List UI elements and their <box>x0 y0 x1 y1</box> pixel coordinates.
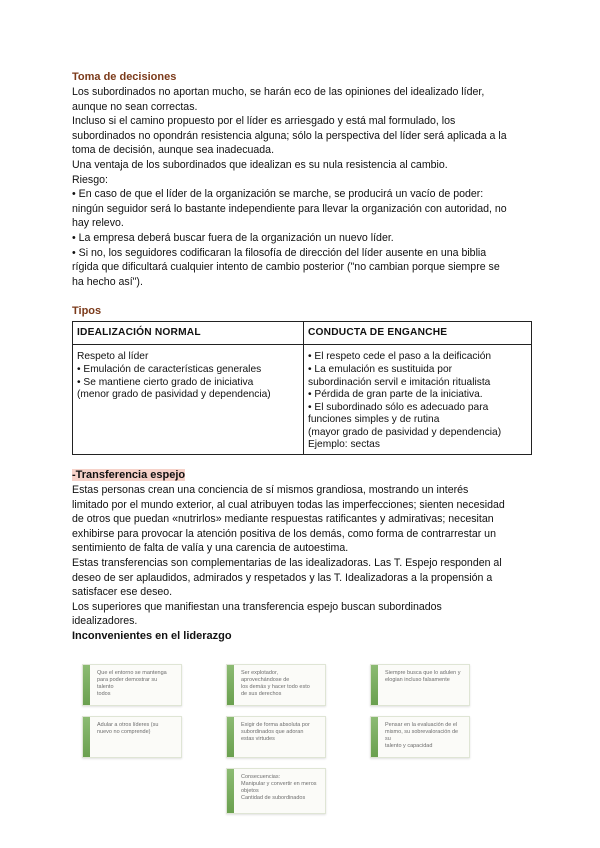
diagram-card <box>226 768 326 814</box>
card-text: Que el entorno se mantenga <box>97 670 167 676</box>
table-header-row <box>73 322 532 345</box>
card-text: Exigir de forma absoluta por <box>241 722 310 728</box>
card-text: Siempre busca que lo adulen y <box>385 670 461 676</box>
paragraph-line: exhibirse para provocar la atención positiva de los demás, como forma de contrarrestar un <box>72 527 496 540</box>
cell-line: • Pérdida de gran parte de la iniciativa. <box>308 389 483 401</box>
paragraph-line: ningún seguidor será lo bastante independiente para llevar la organización con autoridad, no <box>72 202 507 215</box>
card-text: Manipular y convertir en meros <box>241 781 317 787</box>
paragraph-line: de otros que puedan «nutrirlos» mediante respuestas ratificantes y admirativas; necesitan <box>72 513 494 526</box>
paragraph-line: hay relevo. <box>72 217 124 230</box>
cell-line: • Se mantiene cierto grado de iniciativa <box>77 376 254 388</box>
table-cell-conducta <box>304 345 532 455</box>
card-text: todos <box>97 691 111 697</box>
subheading-inconvenientes: Inconvenientes en el liderazgo <box>72 630 232 642</box>
paragraph-line: • Si no, los seguidores codificaran la filosofía de dirección del líder ausente en una biblia <box>72 246 487 259</box>
tipos-table <box>72 321 532 455</box>
card-text: mismo, su sobrevaloración de su <box>385 729 459 742</box>
paragraph-line: deseo de ser aplaudidos, admirados y respetados y las T. Idealizadoras a la propensión a <box>72 571 493 584</box>
table-cell-idealizacion <box>73 345 304 455</box>
paragraph-line: Riesgo: <box>72 173 108 186</box>
cell-line: • El subordinado sólo es adecuado para <box>308 401 489 413</box>
card-text: Consecuencias: <box>241 774 281 780</box>
card-text: estas virtudes <box>241 736 275 742</box>
table-header-idealizacion: IDEALIZACIÓN NORMAL <box>73 322 304 345</box>
cell-line: funciones simples y de rutina <box>308 414 440 426</box>
paragraph-line: Los subordinados no aportan mucho, se harán eco de las opiniones del idealizado líder, <box>72 86 485 98</box>
section-heading-toma-de-decisiones: Toma de decisiones <box>72 71 177 83</box>
paragraph-line: aunque no sean correctas. <box>72 100 198 113</box>
diagram-card <box>370 664 470 706</box>
diagram-card <box>226 716 326 758</box>
inconvenientes-diagram <box>80 660 520 820</box>
paragraph-line: subordinados no opondrán resistencia alguna; sólo la perspectiva del líder será aplicada a la <box>72 129 507 142</box>
paragraph-line: Incluso si el camino propuesto por el líder es arriesgado y está mal formulado, los <box>72 115 456 128</box>
card-text: Ser explotador, aprovechándose de <box>241 670 290 683</box>
table-header-conducta: CONDUCTA DE ENGANCHE <box>304 322 532 345</box>
card-text: los demás y hacer todo esto <box>241 684 310 690</box>
diagram-card <box>370 716 470 758</box>
cell-line: (menor grado de pasividad y dependencia) <box>77 389 271 401</box>
diagram-card <box>226 664 326 706</box>
card-text: para poder demostrar su talento <box>97 677 158 690</box>
cell-line: • Emulación de características generales <box>77 363 262 375</box>
card-text: talento y capacidad <box>385 743 433 749</box>
section-heading-transferencia-espejo: -Transferencia espejo <box>72 469 186 482</box>
paragraph-line: satisfacer ese deseo. <box>72 586 173 599</box>
card-text: de sus derechos <box>241 691 282 697</box>
cell-line: Respeto al líder <box>77 351 149 363</box>
paragraph-line: ha hecho así"). <box>72 275 143 288</box>
cell-line: Ejemplo: sectas <box>308 439 380 451</box>
paragraph-line: idealizadores. <box>72 615 138 628</box>
card-text: Adular a otros líderes (su <box>97 722 159 728</box>
paragraph-line: limitado por el mundo exterior, al cual atribuyen todas las imperfecciones; sienten necesidad <box>72 498 505 511</box>
card-text: subordinados que adoran <box>241 729 304 735</box>
section1-body <box>72 85 532 289</box>
paragraph-line: • En caso de que el líder de la organización se marche, se producirá un vacío de poder: <box>72 188 484 201</box>
card-text: nuevo no comprende) <box>97 729 151 735</box>
diagram-card <box>82 716 182 758</box>
paragraph-line: Los superiores que manifiestan una transferencia espejo buscan subordinados <box>72 600 442 613</box>
paragraph-line: • La empresa deberá buscar fuera de la organización un nuevo líder. <box>72 231 394 244</box>
paragraph-line: Estas personas crean una conciencia de sí mismos grandiosa, mostrando un interés <box>72 484 469 497</box>
paragraph-line: toma de decisión, aunque sea inadecuada. <box>72 144 275 157</box>
cell-line: subordinación servil e imitación ritualista <box>308 376 491 388</box>
paragraph-line: sentimiento de falta de valía y una carencia de autoestima. <box>72 542 349 555</box>
cell-line: • El respeto cede el paso a la deificación <box>308 351 492 363</box>
paragraph-line: Estas transferencias son complementarias de las idealizadoras. Las T. Espejo responden al <box>72 557 502 570</box>
card-text: elogian incluso falsamente <box>385 677 450 683</box>
paragraph-line: rígida que dificultará cualquier intento de cambio posterior ("no cambian porque siempre se <box>72 261 500 274</box>
card-text: objetos <box>241 788 259 794</box>
section2 <box>72 465 532 644</box>
card-text: Cantidad de subordinados <box>241 795 306 801</box>
table-row <box>73 345 532 455</box>
document-page <box>72 70 532 644</box>
section-heading-tipos: Tipos <box>72 305 102 318</box>
paragraph-line: Una ventaja de los subordinados que idealizan es su nula resistencia al cambio. <box>72 158 448 171</box>
cell-line: • La emulación es sustituida por <box>308 363 453 375</box>
diagram-card <box>82 664 182 706</box>
card-text: Pensar en la evaluación de el <box>385 722 458 728</box>
cell-line: (mayor grado de pasividad y dependencia) <box>308 426 502 438</box>
